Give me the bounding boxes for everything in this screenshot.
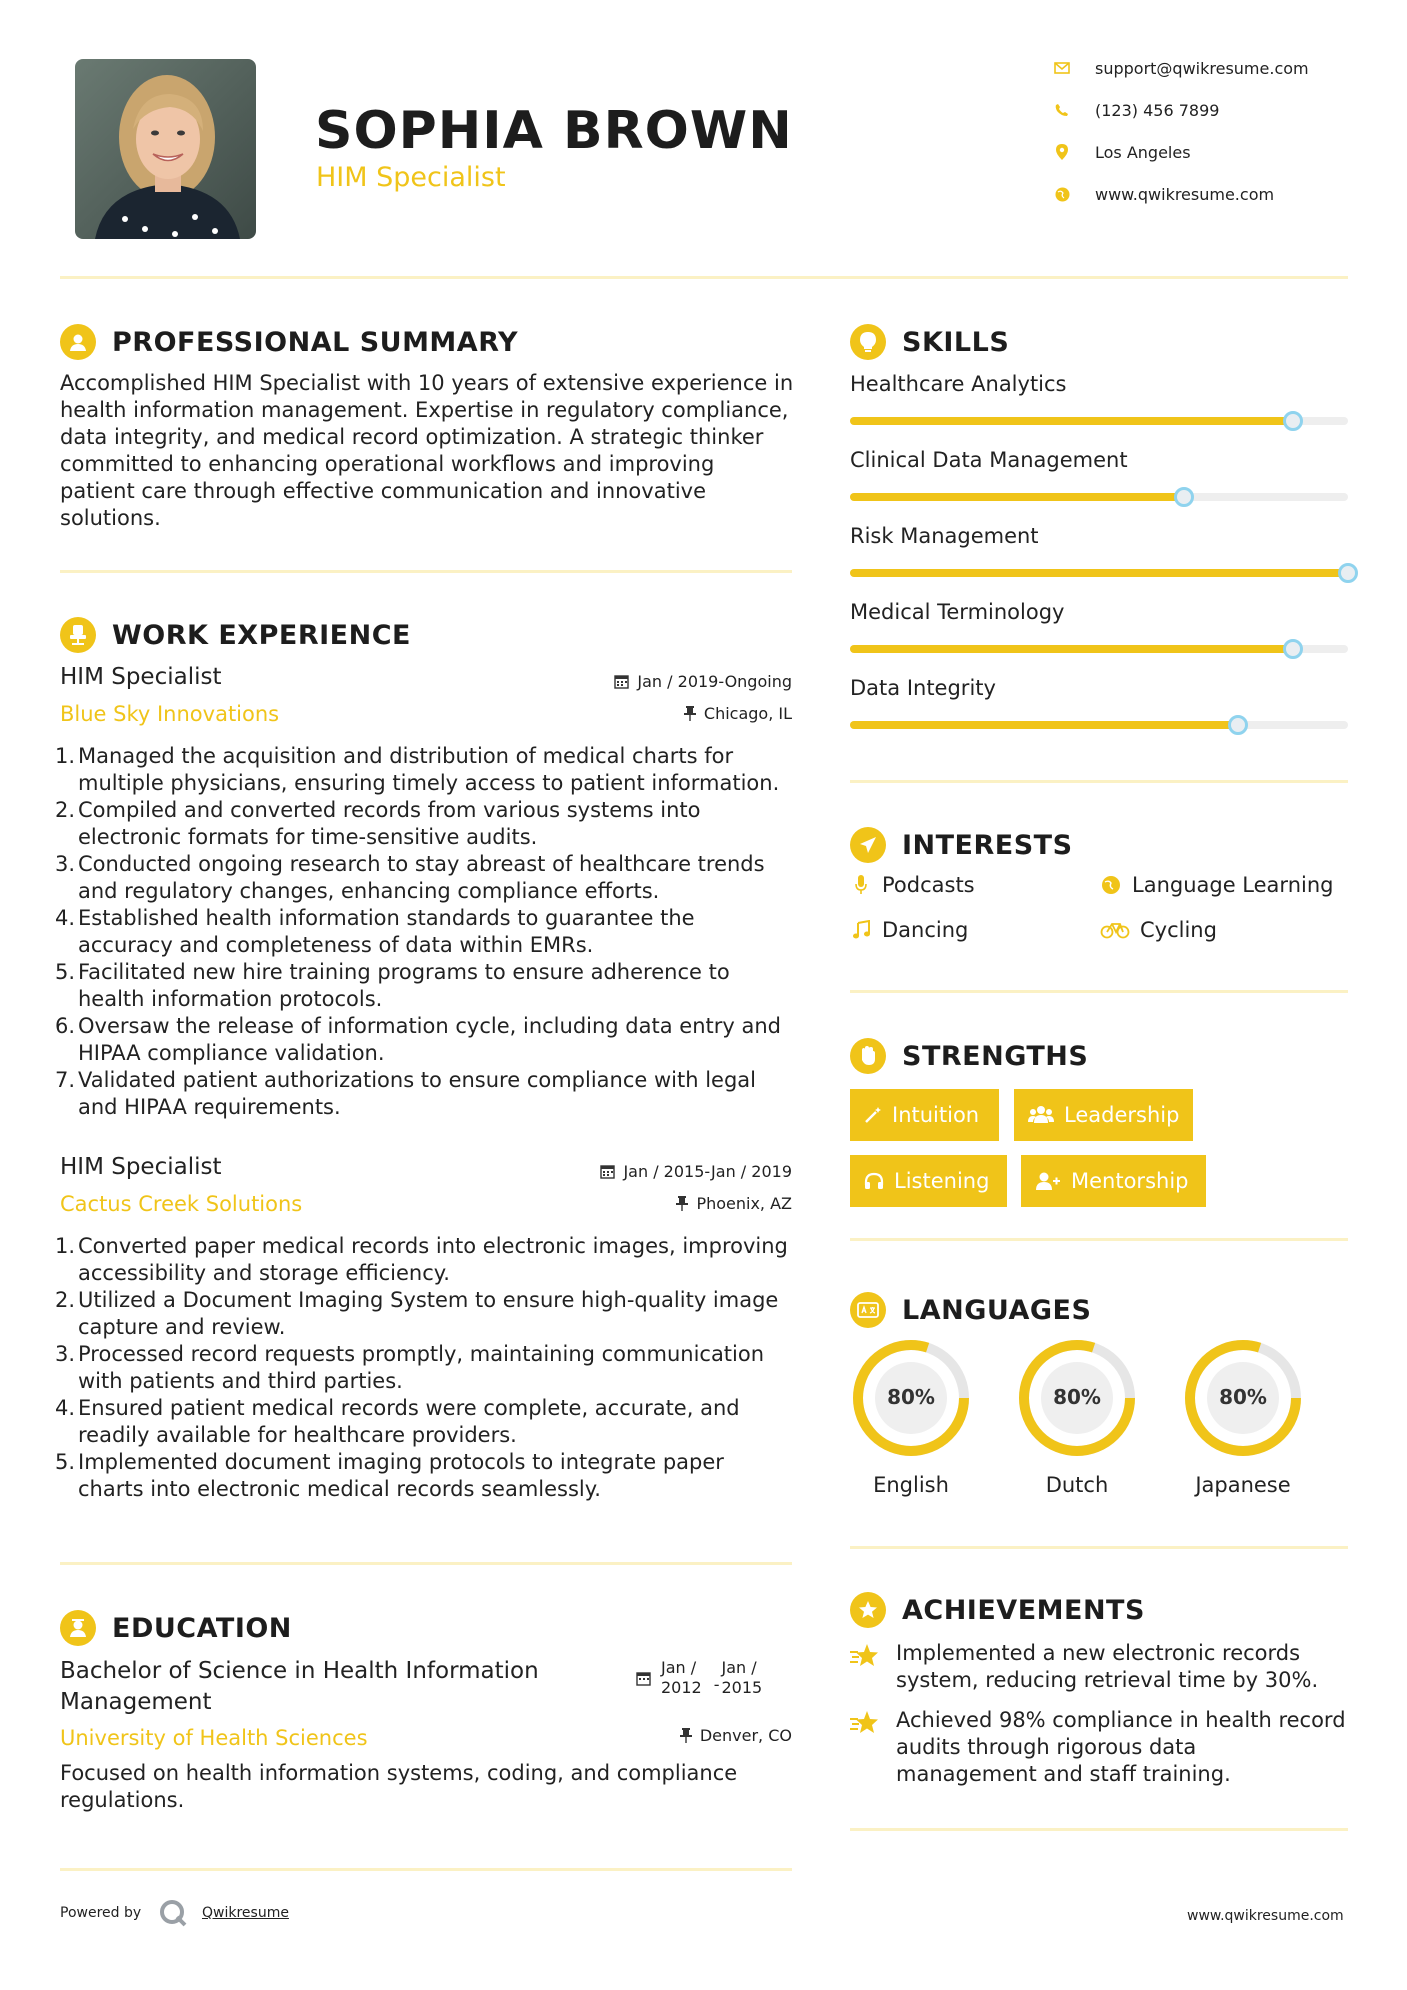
school-name: University of Health Sciences [60,1726,368,1750]
list-item: 3. Processed record requests promptly, maintaining communication with patients and third parties. [55,1342,765,1393]
list-item: 5. Facilitated new hire training programs to ensure adherence to health information protocols. [55,960,730,1011]
strengths-heading: STRENGTHS [850,1038,1088,1074]
achievement-2: Achieved 98% compliance in health record audits through rigorous data management and staff training. [896,1708,1346,1786]
contact-phone[interactable] [1053,98,1219,122]
education-heading: EDUCATION [60,1610,292,1646]
strength-intuition: Intuition [850,1089,999,1141]
job-1-title: HIM Specialist [60,664,222,690]
education-divider [60,1868,792,1871]
list-item: 4. Established health information standards to guarantee the accuracy and completeness of data within EMRs. [55,906,695,957]
globe-icon [1053,185,1071,203]
lightbulb-icon [850,324,886,360]
job-2-company: Cactus Creek Solutions [60,1192,303,1216]
user-icon [60,324,96,360]
job-2-title: HIM Specialist [60,1154,222,1180]
contact-email[interactable] [1053,56,1309,80]
graduation-icon [60,1610,96,1646]
candidate-title: HIM Specialist [316,162,506,193]
language-percent: 80% [1219,1385,1267,1409]
skill-bar-fill [850,493,1184,501]
job-2-dates: Jan / 2015-Jan / 2019 [560,1162,792,1181]
interest-podcasts: Podcasts [850,873,975,897]
list-item: 2. Utilized a Document Imaging System to ensure high-quality image capture and review. [55,1288,779,1339]
email-text: support@qwikresume.com [1095,58,1309,78]
skill-name: Clinical Data Management [850,448,1128,472]
achievements-divider [850,1828,1348,1831]
footer-website[interactable]: www.qwikresume.com [1187,1908,1344,1924]
location-text: Los Angeles [1095,142,1191,162]
skill-bar [850,417,1348,425]
skill-bar [850,645,1348,653]
summary-heading: PROFESSIONAL SUMMARY [60,324,518,360]
list-item: 4. Ensured patient medical records were complete, accurate, and readily available for healthcare providers. [55,1396,740,1447]
skills-divider [850,780,1348,783]
calendar-icon [614,674,629,689]
interests-heading: INTERESTS [850,827,1073,863]
strengths-divider [850,1238,1348,1241]
qwikresume-logo-icon [158,1898,188,1932]
skill-bar-fill [850,645,1293,653]
job-2-duties [55,1233,800,1503]
job-1-duties [55,743,800,1121]
list-item: 7. Validated patient authorizations to ensure compliance with legal and HIPAA requirements. [55,1068,756,1119]
achievement-1: Implemented a new electronic records system, reducing retrieval time by 30%. [896,1641,1319,1692]
candidate-name: SOPHIA BROWN [315,101,793,161]
skill-bar-knob [1338,563,1358,583]
skill-bar [850,493,1348,501]
globe-icon [1100,874,1122,896]
phone-icon [1053,101,1071,119]
skills-heading: SKILLS [850,324,1009,360]
list-item: 3. Conducted ongoing research to stay abreast of healthcare trends and regulatory changes, enhancing compliance efforts. [55,852,765,903]
website-text: www.qwikresume.com [1095,184,1275,204]
skill-bar-knob [1283,639,1303,659]
pushpin-icon [680,1728,692,1743]
translate-icon [850,1292,886,1328]
interest-language-learning: Language Learning [1100,873,1333,897]
job-1-dates: Jan / 2019-Ongoing [560,672,792,691]
list-item: 1. Converted paper medical records into electronic images, improving accessibility and storage efficiency. [55,1234,788,1285]
powered-by-label: Powered by [60,1905,142,1921]
strength-mentorship: Mentorship [1021,1155,1206,1207]
profile-photo [75,59,256,239]
phone-text: (123) 456 7899 [1095,100,1220,120]
summary-text: Accomplished HIM Specialist with 10 years of extensive experience in health information management. Expertise in regulatory compliance, data integrity, and medical record optimization. A strategic thinker committed to enhancing operational workflows and improving patient care through effective communication and innovative solutions. [60,371,794,530]
education-description: Focused on health information systems, coding, and compliance regulations. [60,1761,738,1812]
star-icon [850,1643,880,1673]
interest-dancing: Dancing [850,918,968,942]
job-2-location: Phoenix, AZ [560,1194,792,1213]
education-location: Denver, CO [560,1726,792,1745]
header-divider [60,276,1348,279]
contact-website[interactable] [1053,182,1274,206]
skill-name: Risk Management [850,524,1039,548]
job-1-location: Chicago, IL [560,704,792,723]
envelope-icon [1053,59,1071,77]
language-name: English [873,1473,949,1497]
interest-cycling: Cycling [1100,918,1217,942]
briefcase-chair-icon [60,617,96,653]
languages-heading: LANGUAGES [850,1292,1091,1328]
education-dates: Jan / 2012 - Jan / 2015 [636,1658,792,1698]
list-item: 5. Implemented document imaging protocols to integrate paper charts into electronic medical records seamlessly. [55,1450,724,1501]
summary-divider [60,570,792,573]
user-plus-icon [1035,1171,1061,1191]
skill-bar-knob [1174,487,1194,507]
pushpin-icon [676,1196,688,1211]
pushpin-icon [684,706,696,721]
skill-bar-knob [1283,411,1303,431]
calendar-icon [600,1164,615,1179]
experience-heading: WORK EXPERIENCE [60,617,411,653]
job-1-company: Blue Sky Innovations [60,702,280,726]
skill-bar-fill [850,721,1238,729]
map-pin-icon [1053,143,1071,161]
list-item: 2. Compiled and converted records from various systems into electronic formats for time-sensitive audits. [55,798,701,849]
language-percent: 80% [1053,1385,1101,1409]
skill-name: Data Integrity [850,676,996,700]
skill-bar [850,569,1348,577]
skill-bar [850,721,1348,729]
strength-leadership: Leadership [1014,1089,1193,1141]
star-icon [850,1710,880,1740]
qwikresume-link[interactable]: Qwikresume [202,1905,289,1921]
list-item: 6. Oversaw the release of information cycle, including data entry and HIPAA compliance validation. [55,1014,781,1065]
language-name: Japanese [1195,1473,1291,1497]
users-icon [1028,1105,1054,1125]
list-item: 1. Managed the acquisition and distribution of medical charts for multiple physicians, ensuring timely access to patient information. [55,744,780,795]
hand-icon [850,1038,886,1074]
skill-bar-fill [850,569,1348,577]
calendar-icon [636,1671,651,1686]
skill-bar-fill [850,417,1293,425]
skill-name: Healthcare Analytics [850,372,1067,396]
skill-bar-knob [1228,715,1248,735]
magic-wand-icon [864,1106,882,1124]
music-note-icon [850,919,872,941]
microphone-icon [850,874,872,896]
skill-name: Medical Terminology [850,600,1065,624]
degree-title: Bachelor of Science in Health Information Management [60,1658,539,1715]
bicycle-icon [1100,919,1130,941]
experience-divider [60,1562,792,1565]
strength-listening: Listening [850,1155,1007,1207]
interests-divider [850,990,1348,993]
paper-plane-icon [850,827,886,863]
headphones-icon [864,1172,884,1190]
language-name: Dutch [1045,1473,1109,1497]
languages-divider [850,1546,1348,1549]
contact-location [1053,140,1191,164]
achievements-heading: ACHIEVEMENTS [850,1592,1145,1628]
star-badge-icon [850,1592,886,1628]
language-percent: 80% [887,1385,935,1409]
